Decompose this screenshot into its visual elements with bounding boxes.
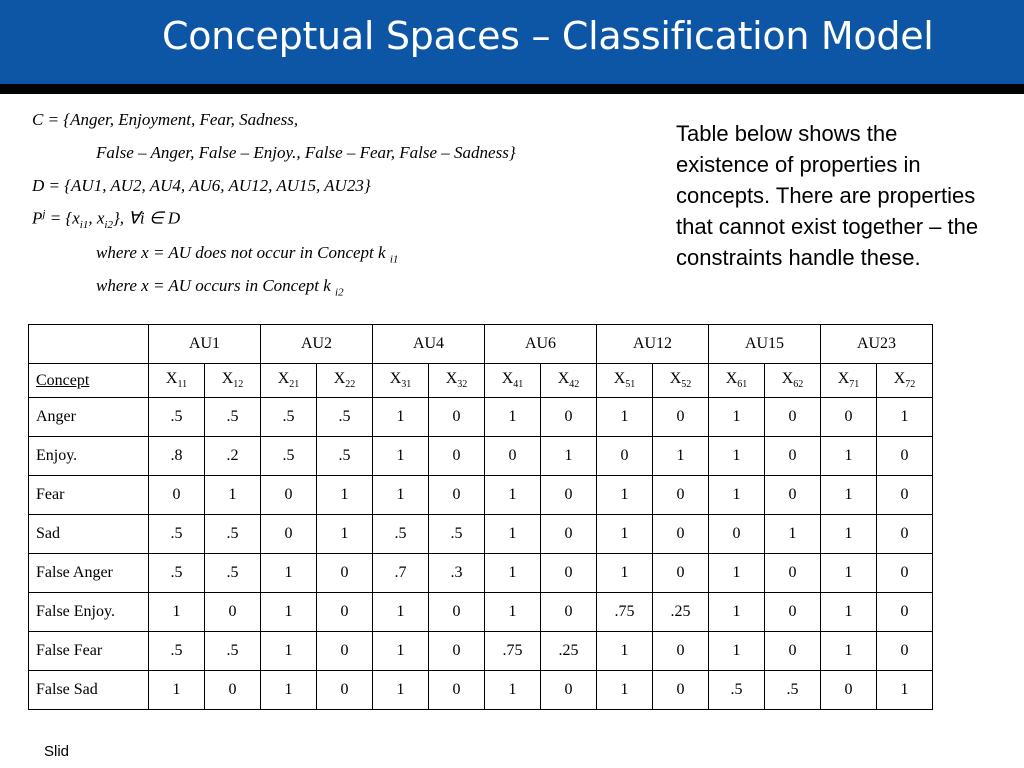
table-cell: 1	[205, 476, 261, 515]
x-header-sub: 72	[905, 379, 916, 391]
x-header-sub: 31	[401, 379, 412, 391]
table-cell: .5	[149, 554, 205, 593]
x-header-72	[877, 364, 933, 398]
table-cell: 1	[373, 593, 429, 632]
table-cell: 0	[653, 398, 709, 437]
x-header-32	[429, 364, 485, 398]
x-header-base: X	[165, 370, 178, 388]
table-cell: 0	[429, 437, 485, 476]
table-cell: 0	[541, 671, 597, 710]
table-cell: .5	[149, 632, 205, 671]
table-row	[29, 671, 933, 710]
table-cell: .5	[765, 671, 821, 710]
table-cell: 0	[205, 593, 261, 632]
x-header-51	[597, 364, 653, 398]
title-bar	[0, 0, 1024, 84]
table-row	[29, 398, 933, 437]
table-cell: 0	[765, 437, 821, 476]
table-cell: 0	[653, 671, 709, 710]
table-cell: 1	[821, 476, 877, 515]
table-cell: .5	[205, 398, 261, 437]
table-cell: 1	[485, 671, 541, 710]
table-cell: 1	[373, 671, 429, 710]
x-header-base: X	[445, 370, 458, 388]
table-cell: 0	[765, 632, 821, 671]
formula-where-not-occur	[96, 243, 398, 265]
formula-where-occur	[96, 276, 344, 298]
x-header-base: X	[277, 370, 290, 388]
table-cell: 1	[597, 671, 653, 710]
x-header-base: X	[501, 370, 514, 388]
table-cell: .5	[709, 671, 765, 710]
table-cell: 0	[821, 671, 877, 710]
table-corner-cell	[29, 325, 149, 364]
table-cell: 1	[317, 476, 373, 515]
table-row	[29, 515, 933, 554]
x-header-base: X	[725, 370, 738, 388]
row-label: False Anger	[29, 554, 149, 593]
table-cell: 1	[821, 632, 877, 671]
x-header-12	[205, 364, 261, 398]
table-cell: 1	[653, 437, 709, 476]
table-row	[29, 437, 933, 476]
x-header-base: X	[221, 370, 234, 388]
table-cell: 0	[877, 593, 933, 632]
x-header-41	[485, 364, 541, 398]
x-header-base: X	[893, 370, 906, 388]
x-header-base: X	[557, 370, 570, 388]
formula-p-sub1: i1	[79, 219, 89, 232]
table-cell: 0	[317, 632, 373, 671]
table-cell: 0	[765, 593, 821, 632]
table-cell: 0	[429, 398, 485, 437]
table-cell: 1	[709, 437, 765, 476]
row-label: False Sad	[29, 671, 149, 710]
x-header-sub: 22	[345, 379, 356, 391]
au-header-au6: AU6	[485, 325, 597, 364]
table-cell: 0	[653, 476, 709, 515]
au-header-au1: AU1	[149, 325, 261, 364]
table-cell: .5	[261, 437, 317, 476]
table-cell: 0	[261, 515, 317, 554]
x-header-sub: 11	[177, 379, 188, 391]
table-row	[29, 554, 933, 593]
table-cell: .8	[149, 437, 205, 476]
table-cell: 0	[541, 515, 597, 554]
formula-p-sub2: i2	[104, 219, 113, 232]
au-header-au4: AU4	[373, 325, 485, 364]
x-header-sub: 32	[457, 379, 468, 391]
formula-domain: D = {AU1, AU2, AU4, AU6, AU12, AU15, AU23}	[32, 176, 371, 195]
table-cell: 1	[485, 476, 541, 515]
x-header-31	[373, 364, 429, 398]
table-cell: .2	[205, 437, 261, 476]
au-header-au23: AU23	[821, 325, 933, 364]
x-header-sub: 41	[513, 379, 524, 391]
formula-concepts-line1: C = {Anger, Enjoyment, Fear, Sadness,	[32, 110, 299, 129]
concept-header: Concept	[29, 364, 149, 398]
table-cell: 1	[709, 476, 765, 515]
side-description: Table below shows the existence of properties in concepts. There are properties that cannot exist together – the constraints handle these.	[676, 121, 979, 270]
table-cell: 1	[821, 593, 877, 632]
table-cell: 0	[317, 554, 373, 593]
table-cell: 0	[821, 398, 877, 437]
table-cell: .5	[429, 515, 485, 554]
table-cell: 1	[485, 593, 541, 632]
table-cell: 1	[709, 554, 765, 593]
table-cell: 0	[877, 437, 933, 476]
table-cell: 0	[765, 398, 821, 437]
x-header-base: X	[837, 370, 850, 388]
table-cell: 1	[485, 515, 541, 554]
x-header-row	[29, 364, 933, 398]
row-label: Enjoy.	[29, 437, 149, 476]
table-cell: 0	[653, 515, 709, 554]
where-occur-sub: i2	[335, 286, 344, 299]
row-label: Anger	[29, 398, 149, 437]
table-cell: 0	[149, 476, 205, 515]
table-cell: .75	[597, 593, 653, 632]
au-header-au15: AU15	[709, 325, 821, 364]
table-cell: 1	[821, 437, 877, 476]
table-cell: 1	[149, 593, 205, 632]
table-cell: 0	[429, 593, 485, 632]
table-cell: 0	[317, 593, 373, 632]
table-cell: 1	[597, 398, 653, 437]
slide-footer: Slid	[44, 743, 70, 760]
table-cell: 0	[877, 476, 933, 515]
table-cell: .5	[149, 515, 205, 554]
row-label: False Fear	[29, 632, 149, 671]
table-cell: 1	[597, 476, 653, 515]
table-cell: .5	[205, 632, 261, 671]
property-table	[28, 324, 933, 710]
table-cell: .25	[653, 593, 709, 632]
x-header-61	[709, 364, 765, 398]
table-cell: 0	[541, 554, 597, 593]
table-cell: 1	[821, 515, 877, 554]
table-cell: 1	[821, 554, 877, 593]
table-cell: 0	[709, 515, 765, 554]
formula-p-comma: , x	[88, 208, 105, 228]
x-header-sub: 62	[793, 379, 804, 391]
table-cell: 1	[765, 515, 821, 554]
x-header-sub: 12	[233, 379, 244, 391]
table-cell: 0	[429, 671, 485, 710]
x-header-sub: 21	[289, 379, 300, 391]
table-cell: 0	[877, 515, 933, 554]
where-not-occur-text: where x = AU does not occur in Concept k	[96, 243, 386, 262]
formula-p-mid: = {x	[49, 208, 80, 228]
table-cell: 1	[541, 437, 597, 476]
table-cell: 0	[541, 476, 597, 515]
table-cell: 0	[429, 632, 485, 671]
au-header-au2: AU2	[261, 325, 373, 364]
x-header-base: X	[669, 370, 682, 388]
table-cell: .5	[205, 554, 261, 593]
table-cell: .5	[261, 398, 317, 437]
table-cell: 0	[541, 398, 597, 437]
x-header-base: X	[389, 370, 402, 388]
row-label: Sad	[29, 515, 149, 554]
x-header-sub: 71	[849, 379, 860, 391]
x-header-11	[149, 364, 205, 398]
x-header-71	[821, 364, 877, 398]
slide-title: Conceptual Spaces – Classification Model	[162, 14, 934, 58]
table-cell: .5	[317, 398, 373, 437]
table-cell: 0	[485, 437, 541, 476]
table-cell: 0	[429, 476, 485, 515]
table-cell: 0	[261, 476, 317, 515]
x-header-base: X	[333, 370, 346, 388]
table-cell: 1	[597, 515, 653, 554]
table-row	[29, 632, 933, 671]
table-cell: 0	[597, 437, 653, 476]
table-cell: 1	[373, 398, 429, 437]
x-header-sub: 61	[737, 379, 748, 391]
table-cell: 0	[765, 476, 821, 515]
table-cell: 0	[765, 554, 821, 593]
table-cell: 1	[877, 398, 933, 437]
formula-p-symbol: P	[32, 208, 43, 228]
table-cell: 1	[597, 554, 653, 593]
table-cell: 1	[597, 632, 653, 671]
x-header-sub: 42	[569, 379, 580, 391]
table-cell: 1	[709, 398, 765, 437]
where-occur-text: where x = AU occurs in Concept k	[96, 276, 331, 295]
table-cell: 0	[877, 554, 933, 593]
table-cell: 0	[317, 671, 373, 710]
table-cell: 0	[653, 632, 709, 671]
table-cell: 1	[373, 476, 429, 515]
table-cell: 1	[317, 515, 373, 554]
table-cell: .5	[317, 437, 373, 476]
x-header-base: X	[781, 370, 794, 388]
table-cell: 1	[261, 671, 317, 710]
table-cell: .3	[429, 554, 485, 593]
table-cell: 1	[485, 554, 541, 593]
table-cell: 0	[653, 554, 709, 593]
x-header-base: X	[613, 370, 626, 388]
table-cell: 1	[149, 671, 205, 710]
formula-p-right: }, ∀i ∈ D	[112, 208, 181, 228]
x-header-sub: 51	[625, 379, 636, 391]
x-header-62	[765, 364, 821, 398]
table-cell: 1	[261, 593, 317, 632]
formula-concepts-line2: False – Anger, False – Enjoy., False – Fear, False – Sadness}	[96, 143, 516, 162]
table-cell: 1	[373, 437, 429, 476]
table-cell: 1	[485, 398, 541, 437]
table-cell: 1	[261, 632, 317, 671]
table-cell: .5	[149, 398, 205, 437]
table-cell: .75	[485, 632, 541, 671]
table-cell: 0	[877, 632, 933, 671]
x-header-22	[317, 364, 373, 398]
table-cell: 0	[205, 671, 261, 710]
table-cell: 1	[709, 632, 765, 671]
table-row	[29, 593, 933, 632]
table-cell: 1	[373, 632, 429, 671]
table-cell: 1	[709, 593, 765, 632]
x-header-21	[261, 364, 317, 398]
x-header-42	[541, 364, 597, 398]
formula-p-sup: j	[42, 208, 46, 220]
table-cell: .5	[205, 515, 261, 554]
au-header-au12: AU12	[597, 325, 709, 364]
au-header-row	[29, 325, 933, 364]
table-cell: 0	[541, 593, 597, 632]
table-row	[29, 476, 933, 515]
table-cell: 1	[261, 554, 317, 593]
formula-property	[32, 208, 180, 231]
title-rule	[0, 84, 1024, 94]
row-label: Fear	[29, 476, 149, 515]
table-cell: .5	[373, 515, 429, 554]
x-header-sub: 52	[681, 379, 692, 391]
where-not-occur-sub: i1	[389, 253, 399, 266]
table-cell: .25	[541, 632, 597, 671]
table-cell: 1	[877, 671, 933, 710]
row-label: False Enjoy.	[29, 593, 149, 632]
x-header-52	[653, 364, 709, 398]
table-cell: .7	[373, 554, 429, 593]
